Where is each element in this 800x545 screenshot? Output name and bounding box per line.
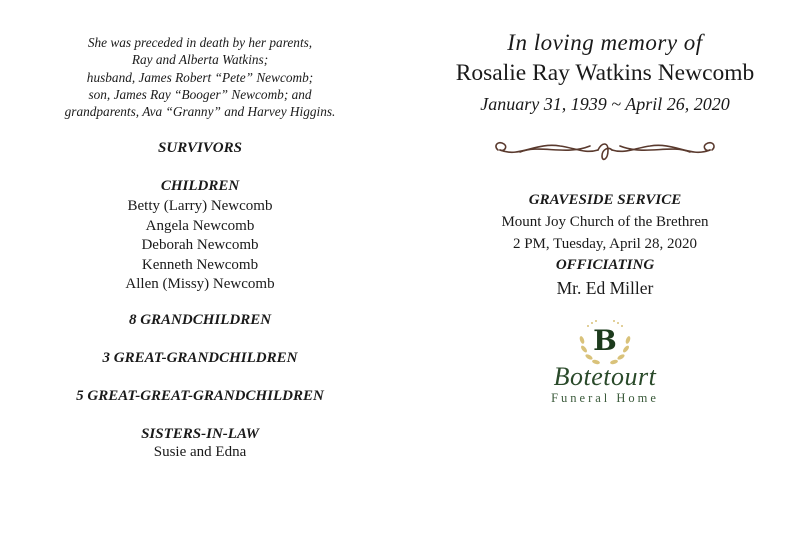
service-location: Mount Joy Church of the Brethren — [501, 214, 709, 230]
preceded-text — [0, 34, 400, 120]
memory-line: In loving memory of — [507, 30, 703, 55]
graveside-service-heading: GRAVESIDE SERVICE — [528, 192, 682, 208]
child-name: Betty (Larry) Newcomb — [127, 198, 273, 214]
sisters-in-law-names: Susie and Edna — [153, 444, 247, 460]
right-panel — [420, 0, 790, 545]
great-grandchildren-count: 3 GREAT-GRANDCHILDREN — [102, 350, 298, 366]
officiant-name: Mr. Ed Miller — [556, 278, 654, 298]
children-list — [0, 197, 400, 295]
child-name: Angela Newcomb — [145, 217, 255, 234]
deceased-name: Rosalie Ray Watkins Newcomb — [455, 60, 755, 86]
preceded-line: Ray and Alberta Watkins; — [131, 52, 269, 68]
preceded-line: husband, James Robert “Pete” Newcomb; — [86, 69, 314, 85]
children-heading: CHILDREN — [160, 178, 240, 194]
preceded-line: son, James Ray “Booger” Newcomb; and — [88, 86, 312, 102]
child-name: Kenneth Newcomb — [141, 256, 259, 273]
flourish-ornament-icon — [490, 132, 720, 172]
logo-name: Botetourt — [553, 362, 657, 391]
sisters-in-law-heading: SISTERS-IN-LAW — [141, 426, 259, 442]
child-name: Allen (Missy) Newcomb — [125, 276, 275, 293]
child-name: Deborah Newcomb — [141, 237, 259, 254]
preceded-line: She was preceded in death by her parents, — [87, 35, 313, 50]
logo-monogram: B — [593, 324, 617, 357]
logo-subtitle: Funeral Home — [551, 391, 659, 405]
service-time: 2 PM, Tuesday, April 28, 2020 — [512, 236, 698, 252]
great-great-grandchildren-count: 5 GREAT-GREAT-GRANDCHILDREN — [76, 388, 324, 404]
preceded-line: grandparents, Ava “Granny” and Harvey Higgins. — [64, 104, 336, 120]
officiating-heading: OFFICIATING — [555, 257, 655, 273]
grandchildren-count: 8 GRANDCHILDREN — [128, 312, 272, 328]
survivors-heading: SURVIVORS — [158, 140, 242, 156]
funeral-home-logo — [530, 318, 680, 408]
life-dates: January 31, 1939 ~ April 26, 2020 — [480, 94, 730, 114]
